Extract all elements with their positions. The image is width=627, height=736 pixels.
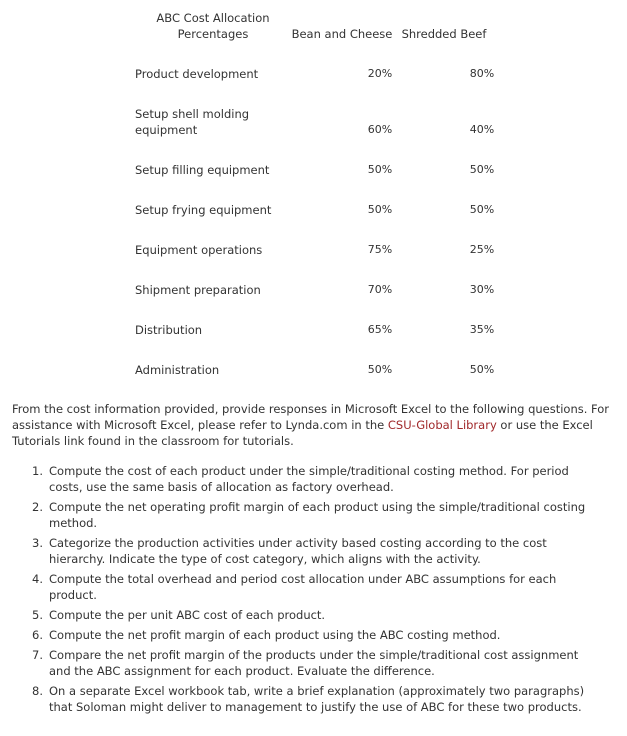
activity-label: Setup frying equipment bbox=[135, 203, 272, 217]
item-text: Compute the per unit ABC cost of each product. bbox=[49, 608, 326, 622]
intro-text-start: From the cost information provided, provide responses in Microsoft Excel to the following questions. For assistance with Microsoft Excel, please refer to Lynda.com in the bbox=[12, 402, 610, 432]
item-text: On a separate Excel workbook tab, write a brief explanation (approximately two paragraphs) that Soloman might deliver to management to justify the use of ABC for these two products. bbox=[49, 684, 585, 714]
bean-and-cheese-value: 20% bbox=[367, 67, 393, 80]
activity-label: Setup filling equipment bbox=[135, 163, 270, 177]
shredded-beef-value: 50% bbox=[469, 363, 495, 376]
item-number: 7. bbox=[32, 648, 43, 662]
header-bean-and-cheese: Bean and Cheese bbox=[291, 27, 393, 41]
intro-paragraph bbox=[12, 401, 612, 449]
item-number: 4. bbox=[32, 572, 43, 586]
shredded-beef-value: 50% bbox=[469, 203, 495, 216]
intro-text-end: or use the Excel Tutorials link found in the classroom for tutorials. bbox=[12, 418, 593, 448]
table-row bbox=[0, 224, 627, 258]
bean-and-cheese-value: 70% bbox=[367, 283, 393, 296]
table-row bbox=[0, 48, 627, 82]
activity-label: Equipment operations bbox=[135, 243, 263, 257]
bean-and-cheese-value: 60% bbox=[367, 123, 393, 136]
list-item bbox=[32, 647, 592, 679]
list-item bbox=[32, 627, 592, 643]
activity-label: Product development bbox=[135, 67, 259, 81]
table-row bbox=[0, 144, 627, 178]
bean-and-cheese-value: 75% bbox=[367, 243, 393, 256]
activity-label: Distribution bbox=[135, 323, 203, 337]
table-row bbox=[0, 264, 627, 298]
item-text: Compute the net profit margin of each product using the ABC costing method. bbox=[49, 628, 501, 642]
table-row bbox=[0, 344, 627, 378]
item-number: 5. bbox=[32, 608, 43, 622]
shredded-beef-value: 35% bbox=[469, 323, 495, 336]
bean-and-cheese-value: 65% bbox=[367, 323, 393, 336]
activity-label: Administration bbox=[135, 363, 220, 377]
item-text: Categorize the production activities under activity based costing according to the cost hierarchy. Indicate the type of cost category, which aligns with the activity. bbox=[49, 536, 547, 566]
item-number: 2. bbox=[32, 500, 43, 514]
list-item bbox=[32, 463, 592, 495]
header-shredded-beef: Shredded Beef bbox=[401, 27, 487, 41]
list-item bbox=[32, 607, 592, 623]
item-number: 1. bbox=[32, 464, 43, 478]
shredded-beef-value: 30% bbox=[469, 283, 495, 296]
csu-global-library-link[interactable]: CSU-Global Library bbox=[387, 418, 497, 432]
bean-and-cheese-value: 50% bbox=[367, 163, 393, 176]
item-text: Compute the cost of each product under the simple/traditional costing method. For period costs, use the same basis of allocation as factory overhead. bbox=[49, 464, 569, 494]
item-text: Compute the net operating profit margin of each product using the simple/traditional costing method. bbox=[49, 500, 586, 530]
item-number: 8. bbox=[32, 684, 43, 698]
table-row bbox=[0, 304, 627, 338]
list-item bbox=[32, 571, 592, 603]
item-number: 3. bbox=[32, 536, 43, 550]
activity-label: Shipment preparation bbox=[135, 283, 261, 297]
bean-and-cheese-value: 50% bbox=[367, 203, 393, 216]
shredded-beef-value: 25% bbox=[469, 243, 495, 256]
list-item bbox=[32, 683, 592, 715]
shredded-beef-value: 80% bbox=[469, 67, 495, 80]
item-text: Compute the total overhead and period cost allocation under ABC assumptions for each product. bbox=[49, 572, 557, 602]
bean-and-cheese-value: 50% bbox=[367, 363, 393, 376]
table-row bbox=[0, 104, 627, 138]
question-list bbox=[32, 463, 592, 719]
item-text: Compare the net profit margin of the products under the simple/traditional cost assignment and the ABC assignment for each product. Evaluate the difference. bbox=[49, 648, 579, 678]
activity-label: Setup shell molding equipment bbox=[135, 107, 250, 137]
item-number: 6. bbox=[32, 628, 43, 642]
list-item bbox=[32, 535, 592, 567]
shredded-beef-value: 50% bbox=[469, 163, 495, 176]
table-row bbox=[0, 184, 627, 218]
list-item bbox=[32, 499, 592, 531]
shredded-beef-value: 40% bbox=[469, 123, 495, 136]
header-activity: ABC Cost Allocation Percentages bbox=[156, 11, 270, 41]
